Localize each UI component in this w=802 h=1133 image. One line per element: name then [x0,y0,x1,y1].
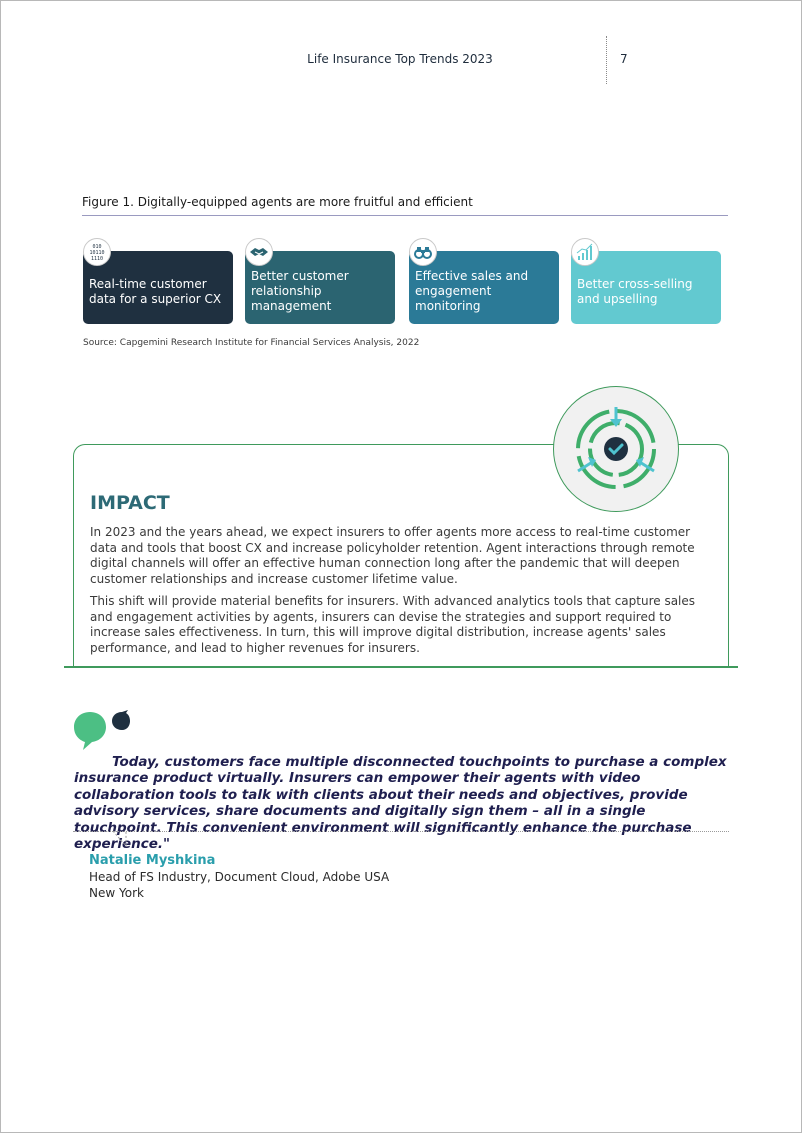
impact-paragraph: This shift will provide material benefits for insurers. With advanced analytics tools that capture sales and engagement activities by agents, insurers can devise the strategies and support required to increase sales effectiveness. In turn, this will improve digital distribution, increase agents' sales performance, and lead to higher revenues for insurers. [90,594,696,655]
growth-chart-icon [571,238,599,266]
quote-author-location: New York [89,886,144,900]
svg-text:10110: 10110 [89,250,105,256]
figure-title: Figure 1. Digitally-equipped agents are more fruitful and efficient [82,195,473,209]
card-label: Effective sales and engagement monitoring [415,269,529,313]
page-number: 7 [620,52,628,66]
quote-divider [73,831,729,832]
running-header-title: Life Insurance Top Trends 2023 [307,52,493,66]
impact-baseline [64,666,738,668]
card-label: Better cross-selling and upselling [577,276,693,306]
figure-divider [82,215,728,216]
impact-title: IMPACT [90,492,170,514]
figure-source: Source: Capgemini Research Institute for Financial Services Analysis, 2022 [83,338,420,348]
quote-tail [112,831,132,851]
target-check-icon [553,386,679,512]
impact-paragraph: In 2023 and the years ahead, we expect insurers to offer agents more access to real-time customer data and tools that boost CX and increase policyholder retention. Agent interactions through remote digital channels will offer an effective human connection long after the pandemic that will deepen customer relationships and increase customer lifetime value. [90,525,695,586]
quote-author-name: Natalie Myshkina [89,853,216,868]
card-label: Real-time customer data for a superior CX [89,276,222,306]
header-divider [606,36,607,84]
handshake-icon [245,238,273,266]
speech-bubble-icon [72,710,134,756]
svg-text:010: 010 [92,244,102,250]
quote-author-role: Head of FS Industry, Document Cloud, Adobe USA [89,870,390,884]
svg-text:1110: 1110 [90,256,104,262]
binoculars-icon [409,238,437,266]
binary-data-icon [83,238,111,266]
pull-quote: Today, customers face multiple disconnected touchpoints to purchase a complex insurance product virtually. Insurers can empower their agents with video collaboration tools to talk with clients about their needs and objectives, provide advisory services, share documents and digitally sign them – all in a single touchpoint. This convenient environment will significantly enhance the purchase experience." [74,754,727,853]
card-label: Better customer relationship management [251,269,349,313]
